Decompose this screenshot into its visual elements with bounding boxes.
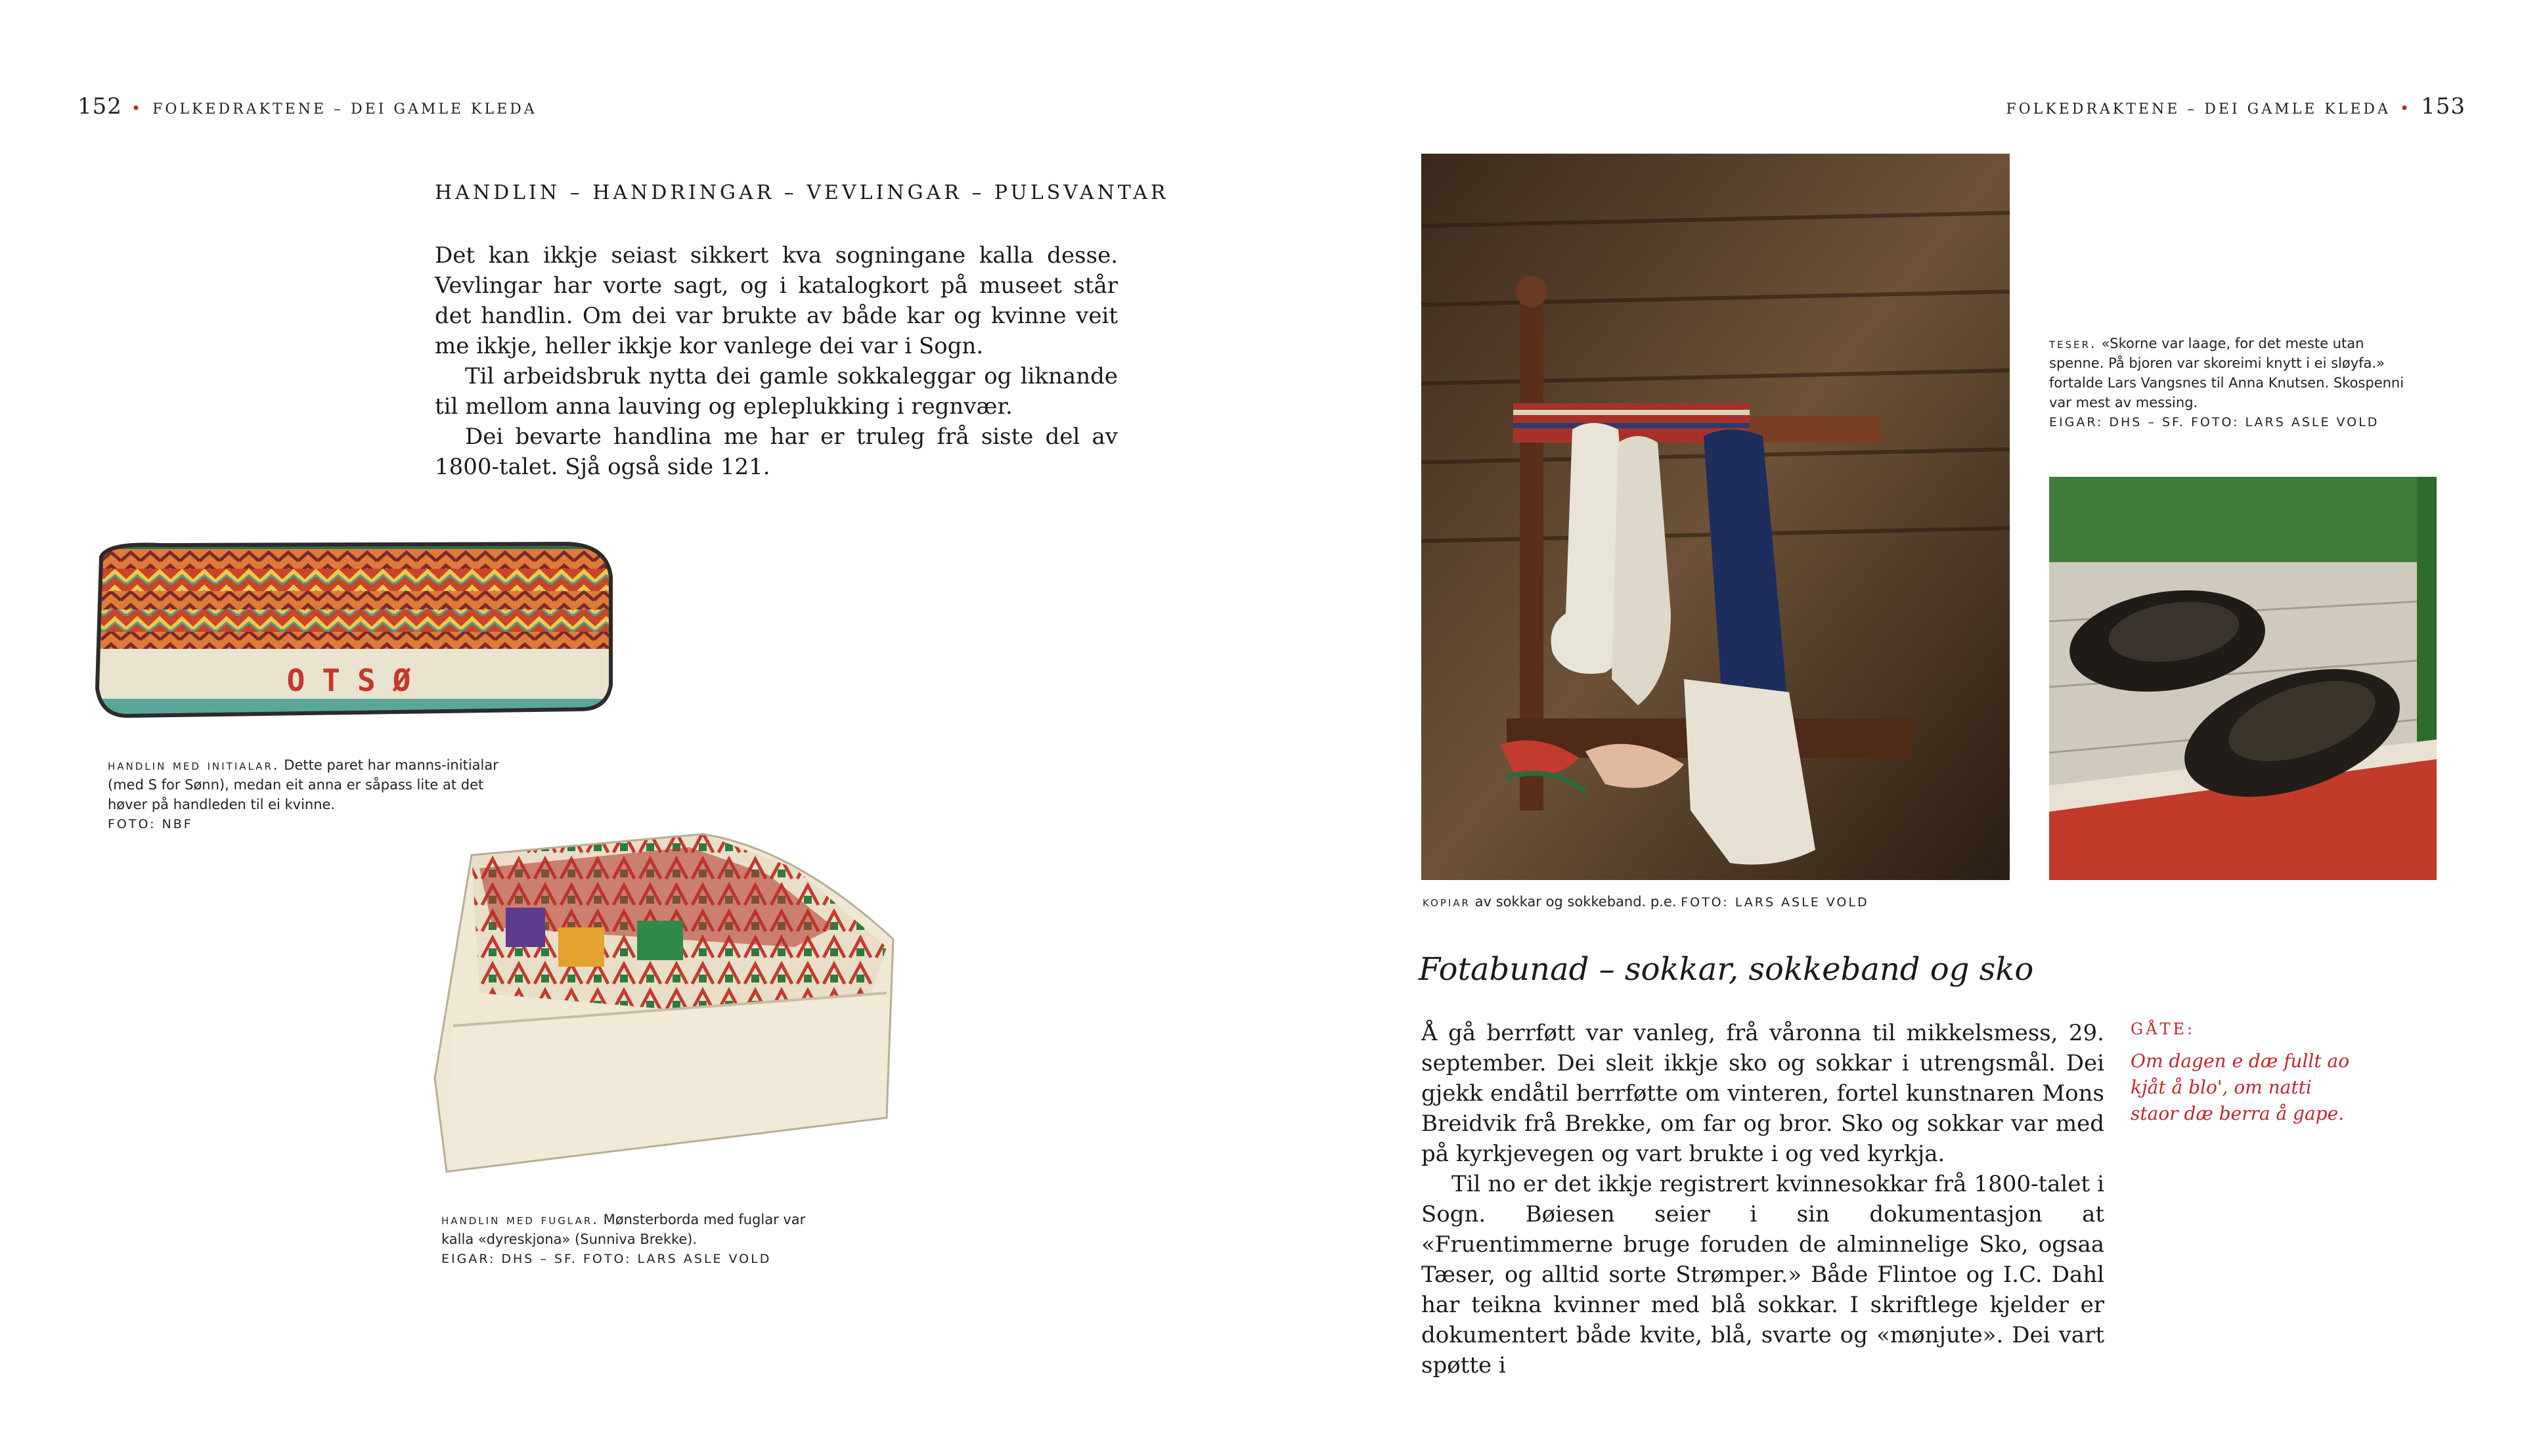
- riddle-label: GÅTE:: [2131, 1020, 2196, 1038]
- caption-1-label: handlin med initialar.: [108, 757, 280, 773]
- shoes-photo: [2049, 477, 2437, 880]
- caption-shoes-text: «Skorne var laage, for det meste utan spenne. På bjoren var skoreimi knytt i ei sløyfa.» fortalde Lars Vangsnes til Anna Knutsen. Skospenni var mest av messing.: [2049, 336, 2404, 410]
- right-running-title: FOLKEDRAKTENE – DEI GAMLE KLEDA: [2006, 101, 2391, 118]
- riddle-text: Om dagen e dæ fullt ao kjåt å blo', om natti staor dæ berra å gape.: [2131, 1050, 2350, 1124]
- left-running-head: [77, 93, 537, 120]
- section-title: HANDLIN – HANDRINGAR – VEVLINGAR – PULSVANTAR: [435, 181, 1169, 204]
- bullet-separator: •: [2399, 99, 2412, 118]
- left-running-title: FOLKEDRAKTENE – DEI GAMLE KLEDA: [152, 101, 537, 118]
- caption-1-credit: FOTO: NBF: [108, 817, 193, 831]
- left-paragraph-2: Til arbeidsbruk nytta dei gamle sokkaleggar og liknande til mellom anna lauving og epleplukking i regnvær.: [435, 363, 1118, 420]
- bullet-separator: •: [131, 99, 144, 118]
- caption-socks-label: kopiar: [1423, 894, 1471, 910]
- mitten-initials-photo: [81, 537, 617, 728]
- caption-2-label: handlin med fuglar.: [441, 1212, 599, 1227]
- right-body-text: [1421, 1018, 2104, 1380]
- caption-figure-2: [441, 1210, 809, 1269]
- right-paragraph-2: Til no er det ikkje registrert kvinnesokkar frå 1800-talet i Sogn. Bøiesen seier i sin dokumentasjon at «Fruentimmerne bruge foruden de alminnelige Sko, ogsaa Tæser, og alltid sorte Strømper.» Både Flintoe og I.C. Dahl har teikna kvinner med blå sokkar. I skriftlege kjelder er dokumentert både kvite, blå, svarte og «mønjute». Dei vart spøtte i: [1421, 1171, 2104, 1379]
- caption-shoes: [2049, 334, 2417, 432]
- caption-shoes-credit: EIGAR: DHS – SF. FOTO: LARS ASLE VOLD: [2049, 415, 2379, 430]
- right-paragraph-1: Å gå berrføtt var vanleg, frå våronna til mikkelsmess, 29. september. Dei sleit ikkje sko og sokkar i utrengsmål. Dei gjekk endåtil berrføtte om vinteren, fortel kunstnaren Mons Breidvik frå Brekke, om far og bror. Sko og sokkar var med på kyrkjevegen og vart brukte i og ved kyrkja.: [1421, 1020, 2104, 1167]
- left-paragraph-1: Det kan ikkje seiast sikkert kva sogningane kalla desse. Vevlingar har vorte sagt, og i katalogkort på museet står det handlin. Om dei var brukte av både kar og kvinne veit me ikkje, heller ikkje kor vanlege dei var i Sogn.: [435, 242, 1118, 359]
- caption-socks: [1423, 892, 2014, 912]
- mitten-monogram: OTSØ: [286, 663, 428, 698]
- left-paragraph-3: Dei bevarte handlina me har er truleg frå siste del av 1800-talet. Sjå også side 121.: [435, 424, 1118, 480]
- mitten-birds-photo: [427, 829, 900, 1177]
- left-body-text: [435, 240, 1118, 482]
- caption-socks-text: av sokkar og sokkeband. p.e.: [1474, 894, 1677, 910]
- right-page-number: 153: [2421, 93, 2466, 120]
- caption-figure-1: [108, 755, 502, 834]
- caption-1-text: Dette paret har manns-initialar (med S for Sønn), medan eit anna er såpass lite at det høver på handleden til ei kvinne.: [108, 757, 498, 812]
- socks-chair-photo: [1421, 154, 2010, 880]
- left-page-number: 152: [77, 93, 122, 120]
- caption-2-credit: EIGAR: DHS – SF. FOTO: LARS ASLE VOLD: [441, 1252, 772, 1266]
- caption-2-text: Mønsterborda med fuglar var kalla «dyreskjona» (Sunniva Brekke).: [441, 1212, 806, 1247]
- subheading: Fotabunad – sokkar, sokkeband og sko: [1419, 951, 2034, 988]
- caption-shoes-label: teser.: [2049, 336, 2097, 351]
- right-running-head: [2006, 93, 2466, 120]
- caption-socks-credit: FOTO: LARS ASLE VOLD: [1681, 895, 1869, 910]
